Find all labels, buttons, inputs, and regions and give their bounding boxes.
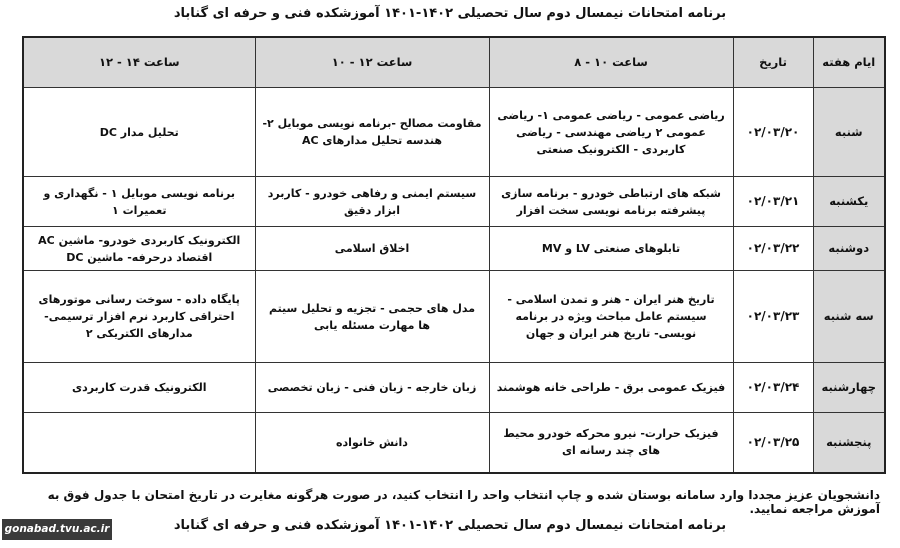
header-slot-12-14: ساعت ۱۴ - ۱۲ <box>23 37 255 88</box>
table-row <box>23 413 885 473</box>
day-cell: پنجشنبه <box>813 413 885 473</box>
page-title: برنامه امتحانات نیمسال دوم سال تحصیلی ۱۴۰۲-۱۴۰۱ آموزشکده فنی و حرفه ای گناباد <box>173 6 727 21</box>
date-cell: ۰۲/۰۳/۲۰ <box>733 88 813 177</box>
header-slot-10-12: ساعت ۱۲ - ۱۰ <box>255 37 489 88</box>
slot2-cell: سیستم ایمنی و رفاهی خودرو - کاربرد ابزار دقیق <box>255 177 489 227</box>
slot3-cell: برنامه نویسی موبایل ۱ - نگهداری و تعمیرات ۱ <box>23 177 255 227</box>
slot1-cell: تاریخ هنر ایران - هنر و تمدن اسلامی - سیستم عامل مباحث ویژه در برنامه نویسی- تاریخ هنر ایران و جهان <box>489 271 733 363</box>
date-cell: ۰۲/۰۳/۲۱ <box>733 177 813 227</box>
table-row <box>23 271 885 363</box>
date-cell: ۰۲/۰۳/۲۳ <box>733 271 813 363</box>
slot1-cell: شبکه های ارتباطی خودرو - برنامه سازی پیشرفته برنامه نویسی سخت افزار <box>489 177 733 227</box>
site-watermark: gonabad.tvu.ac.ir <box>2 519 112 540</box>
exam-schedule-table <box>22 36 886 474</box>
slot1-cell: فیزیک عمومی برق - طراحی خانه هوشمند <box>489 363 733 413</box>
table-row <box>23 227 885 271</box>
slot3-cell: الکترونیک کاربردی خودرو- ماشین AC اقتصاد درحرفه- ماشین DC <box>23 227 255 271</box>
table-row <box>23 363 885 413</box>
table-row <box>23 177 885 227</box>
day-cell: چهارشنبه <box>813 363 885 413</box>
header-day: ایام هفته <box>813 37 885 88</box>
slot2-cell: مقاومت مصالح -برنامه نویسی موبایل ۲- هندسه تحلیل مدارهای AC <box>255 88 489 177</box>
instruction-note: دانشجویان عزیز مجددا وارد سامانه بوستان شده و چاپ انتخاب واحد را انتخاب کنید، در صورت هرگونه مغایرت در تاریخ امتحان با جدول فوق به آموزش مراجعه نمایید. <box>47 488 880 516</box>
table-row <box>23 88 885 177</box>
slot2-cell: زبان خارجه - زبان فنی - زبان تخصصی <box>255 363 489 413</box>
day-cell: شنبه <box>813 88 885 177</box>
slot2-cell: اخلاق اسلامی <box>255 227 489 271</box>
slot2-cell: مدل های حجمی - تجزیه و تحلیل سیتم ها مهارت مسئله یابی <box>255 271 489 363</box>
page-title-footer: برنامه امتحانات نیمسال دوم سال تحصیلی ۱۴۰۲-۱۴۰۱ آموزشکده فنی و حرفه ای گناباد <box>173 518 727 533</box>
slot1-cell: فیزیک حرارت- نیرو محرکه خودرو محیط های چند رسانه ای <box>489 413 733 473</box>
header-date: تاریخ <box>733 37 813 88</box>
slot1-cell: ریاضی عمومی - ریاضی عمومی ۱- ریاضی عمومی ۲ ریاضی مهندسی - ریاضی کاربردی - الکترونیک صنعتی <box>489 88 733 177</box>
day-cell: سه شنبه <box>813 271 885 363</box>
slot3-cell: پایگاه داده - سوخت رسانی موتورهای احتراقی کاربرد نرم افزار ترسیمی- مدارهای الکتریکی ۲ <box>23 271 255 363</box>
day-cell: دوشنبه <box>813 227 885 271</box>
day-cell: یکشنبه <box>813 177 885 227</box>
slot1-cell: تابلوهای صنعتی LV و MV <box>489 227 733 271</box>
slot2-cell: دانش خانواده <box>255 413 489 473</box>
date-cell: ۰۲/۰۳/۲۵ <box>733 413 813 473</box>
header-row <box>23 37 885 88</box>
slot3-cell <box>23 413 255 473</box>
header-slot-8-10: ساعت ۱۰ - ۸ <box>489 37 733 88</box>
date-cell: ۰۲/۰۳/۲۲ <box>733 227 813 271</box>
slot3-cell: الکترونیک قدرت کاربردی <box>23 363 255 413</box>
date-cell: ۰۲/۰۳/۲۴ <box>733 363 813 413</box>
slot3-cell: تحلیل مدار DC <box>23 88 255 177</box>
